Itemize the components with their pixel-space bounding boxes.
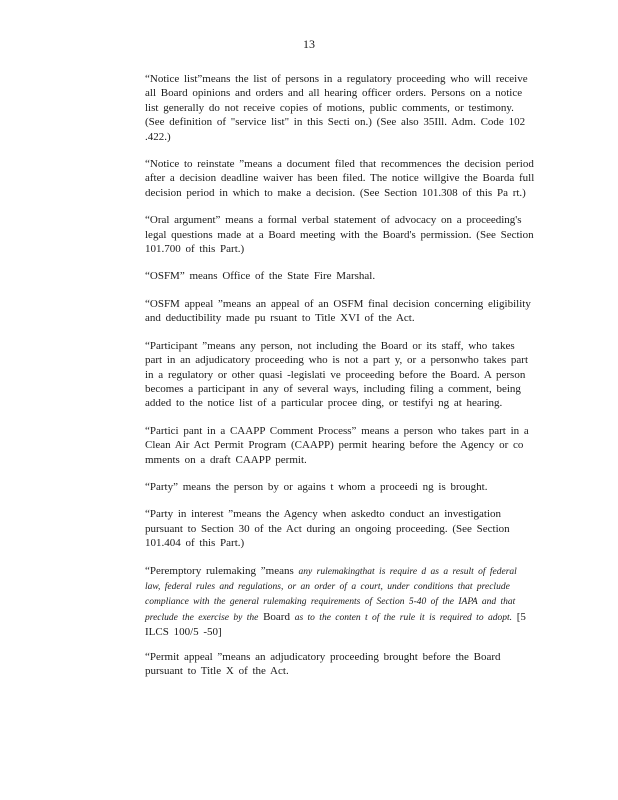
definition-osfm-appeal: “OSFM appeal ”means an appeal of an OSFM final decision concerning eligibility and deductibility made pu rsuant to Title XVI of the Act.: [145, 297, 531, 325]
definitions-list: [145, 72, 535, 691]
definition-notice-list: “Notice list”means the list of persons in a regulatory proceeding who will receive all Board opinions and orders and all hearing officer orders. Persons on a notice list generally do not receive copies of motions, public comments, or testimony. (See definition of "service list" in this Secti on.) (See also 35Ill. Adm. Code 102 .422.): [145, 73, 528, 143]
definition-participant: “Participant ”means any person, not including the Board or its staff, who takes part in an adjudicatory proceeding who is not a part y, or a personwho takes part in a regulatory or other quasi -legislati ve proceeding before the Board. A person becomes a participant in any of several ways, including filing a comment, being added to the notice list of a particular procee ding, or testifyi ng at hearing.: [145, 339, 529, 410]
page-number: 13: [303, 37, 315, 51]
peremptory-citation: [5 ILCS 100/5 -50]: [145, 610, 526, 639]
definition-oral-argument: “Oral argument” means a formal verbal statement of advocacy on a proceeding's legal questions made at a Board meeting with the Board's permission. (See Section 101.700 of this Part.): [145, 214, 534, 256]
definition-permit-appeal: “Permit appeal ”means an adjudicatory proceeding brought before the Board pursuant to Title X of the Act.: [145, 650, 501, 677]
definition-party: “Party” means the person by or agains t whom a proceedi ng is brought.: [145, 480, 488, 493]
definition-osfm: “OSFM” means Office of the State Fire Marshal.: [145, 270, 376, 283]
definition-peremptory-rulemaking: [145, 564, 535, 640]
peremptory-lead: “Peremptory rulemaking ”means: [145, 564, 294, 577]
peremptory-board: Board: [263, 610, 290, 623]
peremptory-italic: any rulemakingthat is require d as a result of federal law, federal rules and regulations, or an order of a court, under conditions that preclude compliance with the general rulemaking requirements of Section 5-40 of the IAPA and that preclude the exercise by the: [145, 566, 517, 623]
peremptory-italic-2: as to the conten t of the rule it is required to adopt.: [294, 612, 512, 623]
definition-party-in-interest: “Party in interest ”means the Agency when askedto conduct an investigation pursuant to Section 30 of the Act during an ongoing proceeding. (See Section 101.404 of this Part.): [145, 508, 510, 550]
definition-participant-caapp: “Partici pant in a CAAPP Comment Process” means a person who takes part in a Clean Air Act Permit Program (CAAPP) permit hearing before the Agency or co mments on a draft CAAPP permit.: [145, 424, 529, 466]
definition-notice-to-reinstate: “Notice to reinstate ”means a document filed that recommences the decision period after a decision deadline waiver has been filed. The notice willgive the Boarda full decision period in which to make a decision. (See Section 101.308 of this Pa rt.): [145, 158, 535, 199]
